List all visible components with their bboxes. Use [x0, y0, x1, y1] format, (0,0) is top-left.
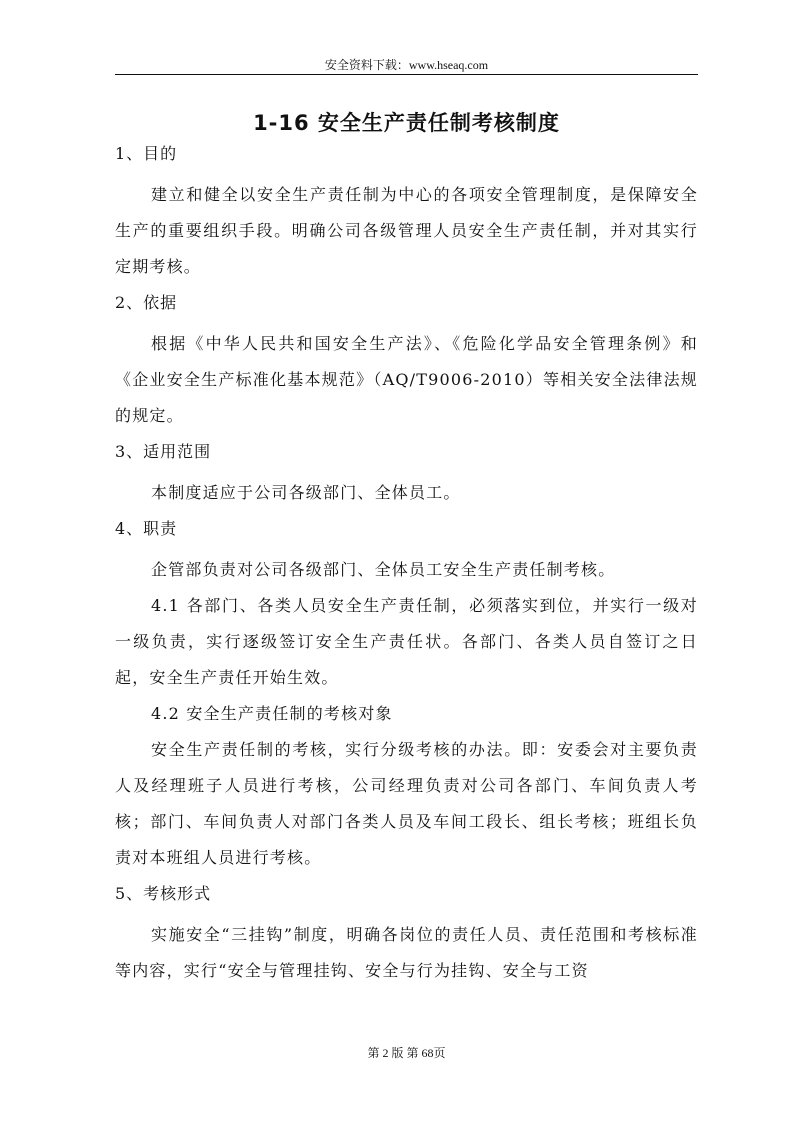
- paragraph-responsibilities-4-2-title: 4.2 安全生产责任制的考核对象: [151, 704, 393, 723]
- paragraph-assessment-form: 实施安全“三挂钩”制度，明确各岗位的责任人员、责任范围和考核标准等内容，实行“安全与管理挂钩、安全与行为挂钩、安全与工资: [115, 925, 698, 980]
- document-body: [115, 140, 698, 989]
- page-footer: 第 2 版 第 68页: [367, 1046, 446, 1060]
- paragraph-responsibilities-intro: 企管部负责对公司各级部门、全体员工安全生产责任制考核。: [151, 560, 616, 579]
- document-title: 1-16 安全生产责任制考核制度: [253, 111, 560, 136]
- page-header: 安全资料下载：www.hseaq.com: [324, 58, 489, 72]
- section-heading-responsibilities: 4、职责: [115, 519, 178, 538]
- paragraph-purpose: 建立和健全以安全生产责任制为中心的各项安全管理制度，是保障安全生产的重要组织手段。明确公司各级管理人员安全生产责任制，并对其实行定期考核。: [115, 185, 698, 276]
- section-heading-assessment-form: 5、考核形式: [115, 884, 212, 903]
- paragraph-responsibilities-4-1: 4.1 各部门、各类人员安全生产责任制，必须落实到位，并实行一级对一级负责，实行逐级签订安全生产责任状。各部门、各类人员自签订之日起，安全生产责任开始生效。: [115, 596, 698, 687]
- paragraph-responsibilities-4-2-body: 安全生产责任制的考核，实行分级考核的办法。即：安委会对主要负责人及经理班子人员进行考核，公司经理负责对公司各部门、车间负责人考核；部门、车间负责人对部门各类人员及车间工段长、组长考核；班组长负责对本班组人员进行考核。: [115, 740, 698, 867]
- paragraph-scope: 本制度适应于公司各级部门、全体员工。: [151, 483, 461, 502]
- section-heading-scope: 3、适用范围: [115, 442, 212, 461]
- section-heading-basis: 2、依据: [115, 293, 178, 312]
- paragraph-basis: 根据《中华人民共和国安全生产法》、《危险化学品安全管理条例》和《企业安全生产标准化基本规范》（AQ/T9006-2010）等相关安全法律法规的规定。: [115, 334, 698, 425]
- header-divider: [115, 74, 698, 75]
- section-heading-purpose: 1、目的: [115, 144, 178, 163]
